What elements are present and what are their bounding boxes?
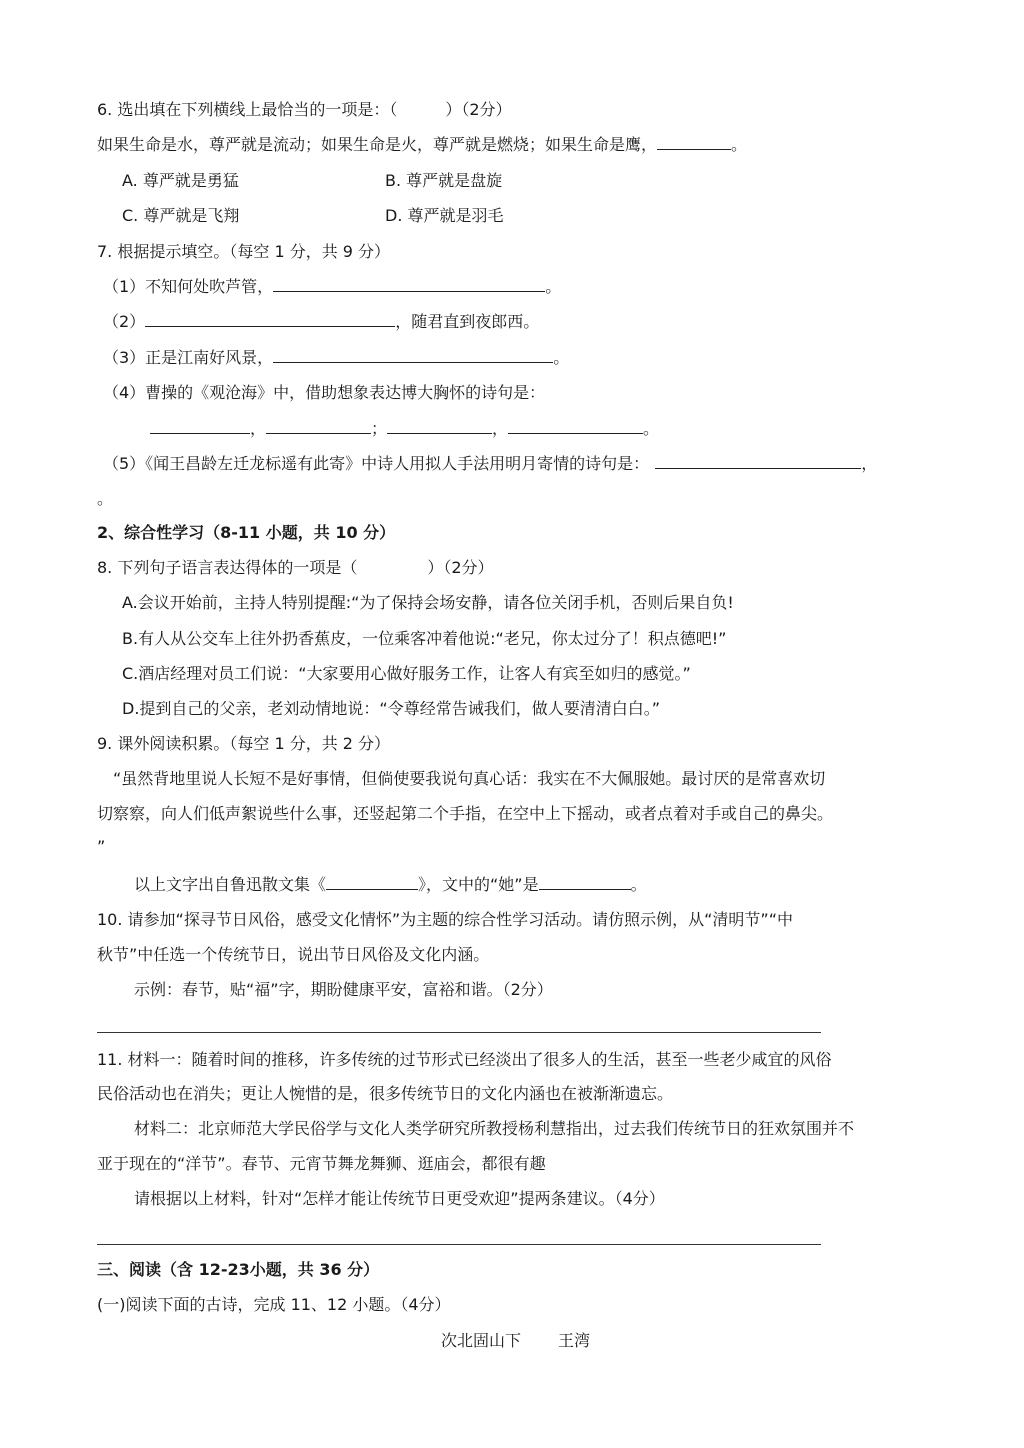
q8-stem-end: ）（2分） [427,558,494,577]
q7-item-1-end: 。 [545,277,562,296]
q7-item-4-blank-1[interactable] [150,418,250,434]
q6-option-d: D. 尊严就是羽毛 [385,206,504,225]
q8-stem-text: 8. 下列句子语言表达得体的一项是（ [97,558,358,577]
q7-item-5-comma: ， [861,454,878,473]
q9-quote-line-2: 切察察，向人们低声絮说些什么事，还竖起第二个手指，在空中上下摇动，或者点着对手或自己的鼻尖。 [97,804,834,823]
q6-stem: 6. 选出填在下列横线上最恰当的一项是：（ ）（2分） [97,100,512,119]
q8-option-a: A.会议开始前，主持人特别提醒:“为了保持会场安静，请各位关闭手机，否则后果自负! [122,593,734,612]
q9-fill [134,874,647,896]
q10-example: 示例：春节，贴“福”字，期盼健康平安，富裕和谐。（2分） [134,980,553,999]
q9-fill-mid: 》，文中的“她”是 [418,875,539,894]
q7-item-5-text: （5）《闻王昌龄左迁龙标遥有此寄》中诗人用拟人手法用明月寄情的诗句是： [103,454,650,473]
q10-answer-line[interactable] [97,1032,821,1033]
q7-stem: 7. 根据提示填空。（每空 1 分，共 9 分） [97,242,391,261]
section-2-heading: 2、综合性学习（8-11 小题，共 10 分） [97,523,396,542]
q7-item-4-blank-2[interactable] [266,418,371,434]
q7-item-4-comma-1: ， [250,419,267,438]
q9-quote-line-1: “虽然背地里说人长短不是好事情，但倘使要我说句真心话：我实在不大佩服她。最讨厌的是常喜欢切 [113,769,826,788]
q7-item-1-blank[interactable] [273,276,545,292]
q6-option-b: B. 尊严就是盘旋 [385,171,503,190]
q7-item-5 [103,453,877,475]
q8-stem [97,557,494,579]
q6-option-c: C. 尊严就是飞翔 [122,206,240,225]
section-3-heading: 三、阅读（含 12-23小题，共 36 分） [97,1260,380,1279]
q6-passage-end: 。 [731,135,748,154]
q7-item-5-period: 。 [97,489,114,508]
q7-item-2 [103,311,539,333]
q10-stem-line-1: 10. 请参加“探寻节日风俗，感受文化情怀”为主题的综合性学习活动。请仿照示例，从“清明节”“中 [97,910,793,929]
poem-title: 次北固山下 [441,1331,522,1350]
q7-item-3 [103,347,569,369]
q7-item-4-semicolon: ； [371,419,388,438]
q6-blank[interactable] [657,134,731,150]
q9-fill-end: 。 [630,875,647,894]
q7-item-4-blank-3[interactable] [387,418,492,434]
q8-option-d: D.提到自己的父亲，老刘动情地说：“令尊经常告诫我们，做人要清清白白。” [122,699,660,718]
q9-blank-2[interactable] [539,874,631,890]
q7-item-5-end [97,488,113,510]
q7-item-1-text: （1）不知何处吹芦管， [103,277,274,296]
q6-passage-text: 如果生命是水，尊严就是流动；如果生命是火，尊严就是燃烧；如果生命是鹰， [97,135,658,154]
q7-item-4-blank-4[interactable] [508,418,643,434]
q7-item-3-text: （3）正是江南好风景， [103,348,274,367]
q7-item-4: （4）曹操的《观沧海》中，借助想象表达博大胸怀的诗句是： [103,383,546,402]
q7-item-1 [103,276,561,298]
q7-item-3-end: 。 [553,348,570,367]
q11-answer-line[interactable] [97,1244,821,1245]
q6-passage [97,134,747,156]
q7-item-4-blanks [150,418,659,440]
q11-material-2-line-1: 材料二：北京师范大学民俗学与文化人类学研究所教授杨利慧指出，过去我们传统节日的狂欢氛围并不 [134,1119,855,1138]
q7-item-2-blank[interactable] [145,311,395,327]
q8-option-b: B.有人从公交车上往外扔香蕉皮，一位乘客冲着他说:“老兄，你太过分了！积点德吧!” [122,629,727,648]
section-3-subheading: (一)阅读下面的古诗，完成 11、12 小题。（4分） [97,1295,451,1314]
q9-fill-text: 以上文字出自鲁迅散文集《 [134,875,327,894]
q9-blank-1[interactable] [326,874,418,890]
q7-item-4-comma-2: ， [492,419,509,438]
q7-item-2-label: （2） [103,312,146,331]
q7-item-2-text: ，随君直到夜郎西。 [395,312,540,331]
q7-item-4-end: 。 [643,419,660,438]
q6-option-a: A. 尊严就是勇猛 [122,171,239,190]
q11-material-2-line-2: 亚于现在的“洋节”。春节、元宵节舞龙舞狮、逛庙会，都很有趣 [97,1154,546,1173]
poem-author: 王湾 [558,1331,591,1350]
q10-stem-line-2: 秋节”中任选一个传统节日，说出节日风俗及文化内涵。 [97,945,490,964]
q9-quote-line-3: ” [97,837,106,856]
q9-stem: 9. 课外阅读积累。（每空 1 分，共 2 分） [97,734,391,753]
q11-task: 请根据以上材料，针对“怎样才能让传统节日更受欢迎”提两条建议。（4分） [134,1189,665,1208]
q8-option-c: C.酒店经理对员工们说：“大家要用心做好服务工作，让客人有宾至如归的感觉。” [122,664,691,683]
q7-item-5-blank-1[interactable] [655,453,861,469]
q11-material-1-line-1: 11. 材料一：随着时间的推移，许多传统的过节形式已经淡出了很多人的生活，甚至一些老少咸宜的风俗 [97,1050,832,1069]
q11-material-1-line-2: 民俗活动也在消失；更让人惋惜的是，很多传统节日的文化内涵也在被渐渐遗忘。 [97,1084,674,1103]
q7-item-3-blank[interactable] [273,347,553,363]
